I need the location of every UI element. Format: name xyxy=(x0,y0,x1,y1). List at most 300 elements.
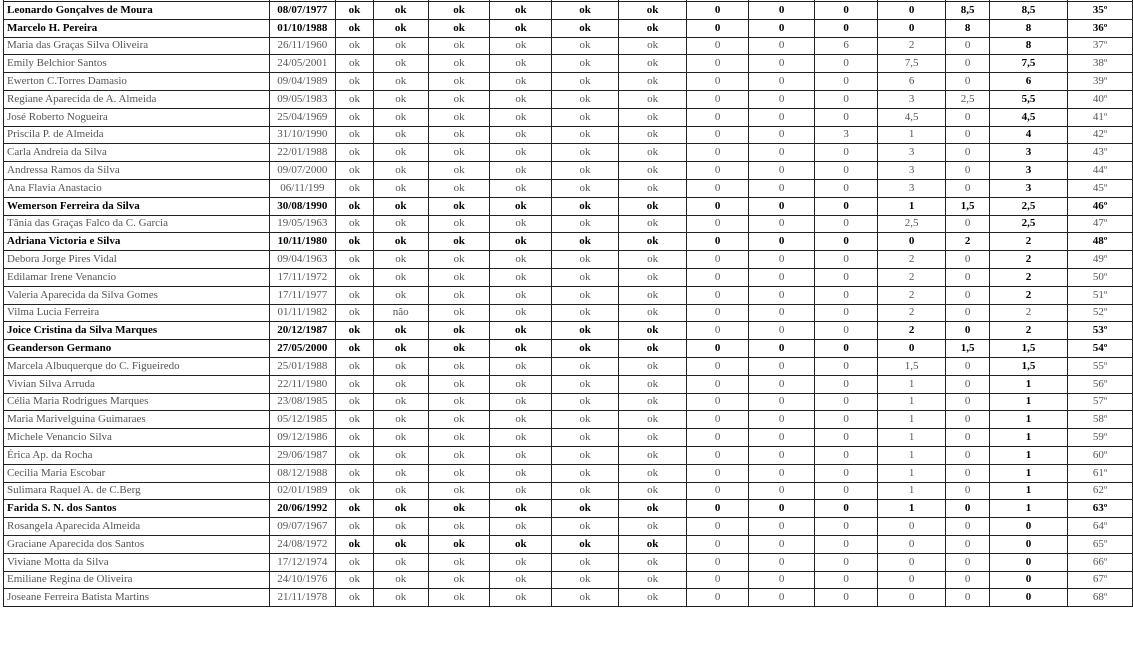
cell-check: ok xyxy=(336,215,373,233)
cell-check: ok xyxy=(490,464,552,482)
cell-total: 1 xyxy=(989,375,1067,393)
cell-check: ok xyxy=(373,268,428,286)
ranking-table-body xyxy=(4,0,1133,607)
cell-check: ok xyxy=(490,2,552,20)
cell-score: 0 xyxy=(748,553,814,571)
table-row xyxy=(4,2,1133,20)
cell-check: ok xyxy=(552,322,619,340)
cell-check: ok xyxy=(336,37,373,55)
cell-score: 8 xyxy=(946,19,989,37)
cell-total: 2 xyxy=(989,304,1067,322)
cell-check: ok xyxy=(428,589,490,607)
cell-score: 0 xyxy=(815,73,878,91)
cell-score: 0 xyxy=(687,464,749,482)
table-row xyxy=(4,268,1133,286)
cell-name: Leonardo Gonçalves de Moura xyxy=(4,2,270,20)
table-row xyxy=(4,37,1133,55)
cell-name: Joice Cristina da Silva Marques xyxy=(4,322,270,340)
cell-score: 0 xyxy=(687,2,749,20)
cell-total: 4 xyxy=(989,126,1067,144)
cell-score: 0 xyxy=(748,411,814,429)
cell-position: 61º xyxy=(1068,464,1133,482)
cell-name: Ewerton C.Torres Damasio xyxy=(4,73,270,91)
cell-score: 0 xyxy=(748,357,814,375)
cell-position: 55º xyxy=(1068,357,1133,375)
cell-score: 0 xyxy=(687,375,749,393)
cell-birth-date: 19/05/1963 xyxy=(269,215,336,233)
cell-score: 0 xyxy=(687,162,749,180)
table-row xyxy=(4,286,1133,304)
cell-score: 0 xyxy=(946,464,989,482)
cell-score: 0 xyxy=(687,393,749,411)
cell-total: 8,5 xyxy=(989,2,1067,20)
cell-birth-date: 08/07/1977 xyxy=(269,2,336,20)
cell-score: 0 xyxy=(687,535,749,553)
cell-score: 0 xyxy=(748,340,814,358)
cell-check: ok xyxy=(336,322,373,340)
cell-position: 57º xyxy=(1068,393,1133,411)
cell-check: ok xyxy=(373,55,428,73)
cell-birth-date: 09/04/1989 xyxy=(269,73,336,91)
cell-score: 0 xyxy=(946,144,989,162)
cell-score: 0 xyxy=(815,286,878,304)
table-row xyxy=(4,500,1133,518)
cell-check: ok xyxy=(618,518,687,536)
cell-check: ok xyxy=(618,446,687,464)
cell-check: ok xyxy=(490,55,552,73)
cell-check: ok xyxy=(373,518,428,536)
cell-check: ok xyxy=(490,197,552,215)
cell-score: 0 xyxy=(815,375,878,393)
cell-position: 68º xyxy=(1068,589,1133,607)
cell-score: 0 xyxy=(877,571,946,589)
cell-score: 0 xyxy=(748,393,814,411)
cell-score: 1 xyxy=(877,482,946,500)
cell-birth-date: 17/12/1974 xyxy=(269,553,336,571)
cell-total: 2 xyxy=(989,233,1067,251)
cell-total: 1 xyxy=(989,482,1067,500)
cell-check: ok xyxy=(428,19,490,37)
cell-score: 0 xyxy=(815,251,878,269)
table-row xyxy=(4,90,1133,108)
cell-score: 0 xyxy=(946,553,989,571)
cell-total: 1 xyxy=(989,446,1067,464)
cell-check: ok xyxy=(490,357,552,375)
cell-score: 0 xyxy=(946,518,989,536)
table-row xyxy=(4,553,1133,571)
cell-score: 0 xyxy=(687,144,749,162)
cell-check: ok xyxy=(618,268,687,286)
cell-check: ok xyxy=(552,304,619,322)
cell-check: ok xyxy=(552,215,619,233)
cell-total: 1,5 xyxy=(989,357,1067,375)
cell-position: 62º xyxy=(1068,482,1133,500)
cell-score: 0 xyxy=(946,286,989,304)
cell-name: Regiane Aparecida de A. Almeida xyxy=(4,90,270,108)
cell-check: ok xyxy=(373,144,428,162)
cell-check: ok xyxy=(618,19,687,37)
table-row xyxy=(4,535,1133,553)
ranking-table xyxy=(3,0,1133,607)
cell-total: 3 xyxy=(989,162,1067,180)
cell-check: ok xyxy=(552,553,619,571)
cell-check: ok xyxy=(336,126,373,144)
cell-name: Graciane Aparecida dos Santos xyxy=(4,535,270,553)
cell-total: 1,5 xyxy=(989,340,1067,358)
cell-position: 67º xyxy=(1068,571,1133,589)
cell-check: ok xyxy=(428,482,490,500)
table-row xyxy=(4,482,1133,500)
cell-score: 0 xyxy=(748,215,814,233)
cell-check: ok xyxy=(373,375,428,393)
cell-score: 2 xyxy=(877,37,946,55)
cell-check: ok xyxy=(428,393,490,411)
table-row xyxy=(4,19,1133,37)
cell-check: ok xyxy=(428,553,490,571)
cell-name: Wemerson Ferreira da Silva xyxy=(4,197,270,215)
cell-name: Cecilia Maria Escobar xyxy=(4,464,270,482)
cell-check: ok xyxy=(428,55,490,73)
cell-total: 2 xyxy=(989,268,1067,286)
table-row xyxy=(4,446,1133,464)
cell-check: ok xyxy=(336,340,373,358)
cell-position: 39º xyxy=(1068,73,1133,91)
cell-score: 3 xyxy=(877,144,946,162)
cell-score: 0 xyxy=(748,233,814,251)
cell-birth-date: 22/11/1980 xyxy=(269,375,336,393)
cell-score: 0 xyxy=(687,286,749,304)
cell-birth-date: 20/12/1987 xyxy=(269,322,336,340)
cell-check: ok xyxy=(552,535,619,553)
cell-check: ok xyxy=(336,162,373,180)
table-row xyxy=(4,340,1133,358)
cell-score: 0 xyxy=(687,268,749,286)
cell-score: 2 xyxy=(877,286,946,304)
cell-score: 6 xyxy=(877,73,946,91)
cell-score: 0 xyxy=(748,268,814,286)
cell-name: Marcelo H. Pereira xyxy=(4,19,270,37)
cell-check: ok xyxy=(428,500,490,518)
cell-score: 0 xyxy=(687,500,749,518)
cell-check: ok xyxy=(552,268,619,286)
cell-check: ok xyxy=(552,340,619,358)
cell-name: Vivian Silva Arruda xyxy=(4,375,270,393)
cell-check: ok xyxy=(373,571,428,589)
cell-name: Michele Venancio Silva xyxy=(4,429,270,447)
cell-score: 1,5 xyxy=(877,357,946,375)
cell-position: 48º xyxy=(1068,233,1133,251)
cell-check: ok xyxy=(373,393,428,411)
cell-score: 0 xyxy=(946,162,989,180)
cell-name: José Roberto Nogueira xyxy=(4,108,270,126)
cell-position: 59º xyxy=(1068,429,1133,447)
cell-check: ok xyxy=(336,144,373,162)
cell-birth-date: 24/05/2001 xyxy=(269,55,336,73)
cell-total: 4,5 xyxy=(989,108,1067,126)
cell-check: ok xyxy=(552,446,619,464)
cell-birth-date: 09/07/1967 xyxy=(269,518,336,536)
cell-birth-date: 17/11/1972 xyxy=(269,268,336,286)
cell-birth-date: 09/07/2000 xyxy=(269,162,336,180)
cell-check: ok xyxy=(336,268,373,286)
cell-check: ok xyxy=(373,482,428,500)
cell-check: ok xyxy=(552,55,619,73)
cell-check: ok xyxy=(490,304,552,322)
cell-position: 58º xyxy=(1068,411,1133,429)
cell-position: 46º xyxy=(1068,197,1133,215)
cell-position: 52º xyxy=(1068,304,1133,322)
cell-score: 0 xyxy=(877,535,946,553)
cell-check: ok xyxy=(618,464,687,482)
cell-check: ok xyxy=(552,144,619,162)
cell-check: ok xyxy=(618,357,687,375)
cell-score: 0 xyxy=(815,482,878,500)
cell-score: 0 xyxy=(946,589,989,607)
cell-score: 0 xyxy=(815,90,878,108)
cell-check: ok xyxy=(373,126,428,144)
cell-birth-date: 09/04/1963 xyxy=(269,251,336,269)
cell-check: ok xyxy=(490,126,552,144)
cell-check: ok xyxy=(373,108,428,126)
cell-birth-date: 27/05/2000 xyxy=(269,340,336,358)
cell-check: ok xyxy=(618,340,687,358)
cell-check: ok xyxy=(373,73,428,91)
cell-check: ok xyxy=(336,553,373,571)
cell-check: ok xyxy=(428,108,490,126)
cell-score: 2 xyxy=(877,251,946,269)
cell-check: ok xyxy=(552,464,619,482)
cell-position: 53º xyxy=(1068,322,1133,340)
cell-check: ok xyxy=(618,304,687,322)
cell-total: 2,5 xyxy=(989,197,1067,215)
cell-check: ok xyxy=(490,535,552,553)
cell-score: 0 xyxy=(815,518,878,536)
cell-check: ok xyxy=(373,500,428,518)
cell-position: 54º xyxy=(1068,340,1133,358)
cell-check: ok xyxy=(618,162,687,180)
cell-score: 0 xyxy=(687,233,749,251)
cell-total: 1 xyxy=(989,393,1067,411)
table-row xyxy=(4,357,1133,375)
cell-score: 3 xyxy=(815,126,878,144)
cell-check: ok xyxy=(428,464,490,482)
cell-score: 0 xyxy=(748,482,814,500)
cell-score: 0 xyxy=(946,108,989,126)
cell-position: 43º xyxy=(1068,144,1133,162)
cell-check: ok xyxy=(618,286,687,304)
cell-score: 0 xyxy=(687,251,749,269)
cell-score: 0 xyxy=(815,215,878,233)
cell-score: 1 xyxy=(877,500,946,518)
cell-score: 0 xyxy=(748,197,814,215)
cell-score: 0 xyxy=(687,90,749,108)
cell-total: 0 xyxy=(989,571,1067,589)
cell-check: ok xyxy=(336,251,373,269)
cell-check: ok xyxy=(336,108,373,126)
cell-total: 0 xyxy=(989,589,1067,607)
cell-check: ok xyxy=(336,55,373,73)
cell-score: 0 xyxy=(687,37,749,55)
cell-check: ok xyxy=(428,535,490,553)
cell-name: Adriana Victoria e Silva xyxy=(4,233,270,251)
cell-check: ok xyxy=(618,2,687,20)
cell-check: ok xyxy=(552,233,619,251)
cell-birth-date: 24/08/1972 xyxy=(269,535,336,553)
cell-check: ok xyxy=(336,518,373,536)
cell-check: ok xyxy=(552,126,619,144)
cell-name: Maria das Graças Silva Oliveira xyxy=(4,37,270,55)
cell-score: 0 xyxy=(748,500,814,518)
cell-score: 0 xyxy=(946,322,989,340)
cell-check: ok xyxy=(373,90,428,108)
cell-name: Tânia das Graças Falco da C. Garcia xyxy=(4,215,270,233)
cell-check: ok xyxy=(552,37,619,55)
cell-check: ok xyxy=(336,500,373,518)
cell-score: 0 xyxy=(748,571,814,589)
cell-total: 1 xyxy=(989,429,1067,447)
cell-name: Andressa Ramos da Silva xyxy=(4,162,270,180)
cell-total: 7,5 xyxy=(989,55,1067,73)
cell-score: 0 xyxy=(748,304,814,322)
cell-check: ok xyxy=(618,108,687,126)
cell-score: 2,5 xyxy=(877,215,946,233)
cell-birth-date: 23/08/1985 xyxy=(269,393,336,411)
cell-score: 0 xyxy=(815,55,878,73)
cell-score: 1 xyxy=(877,411,946,429)
cell-birth-date: 29/06/1987 xyxy=(269,446,336,464)
cell-position: 35º xyxy=(1068,2,1133,20)
cell-score: 0 xyxy=(687,446,749,464)
cell-score: 0 xyxy=(877,2,946,20)
cell-check: ok xyxy=(336,197,373,215)
cell-score: 0 xyxy=(748,464,814,482)
cell-check: ok xyxy=(373,37,428,55)
cell-total: 3 xyxy=(989,179,1067,197)
cell-score: 0 xyxy=(687,553,749,571)
cell-check: ok xyxy=(428,375,490,393)
table-row xyxy=(4,322,1133,340)
table-row xyxy=(4,108,1133,126)
cell-check: ok xyxy=(618,197,687,215)
cell-check: ok xyxy=(552,73,619,91)
cell-check: ok xyxy=(490,482,552,500)
cell-score: 0 xyxy=(748,144,814,162)
cell-total: 1 xyxy=(989,500,1067,518)
cell-check: ok xyxy=(428,429,490,447)
cell-position: 37º xyxy=(1068,37,1133,55)
cell-score: 0 xyxy=(877,553,946,571)
cell-check: ok xyxy=(490,144,552,162)
cell-score: 0 xyxy=(815,535,878,553)
cell-score: 0 xyxy=(946,375,989,393)
cell-score: 0 xyxy=(877,589,946,607)
cell-check: ok xyxy=(336,464,373,482)
cell-score: 0 xyxy=(815,429,878,447)
cell-check: ok xyxy=(373,411,428,429)
cell-score: 0 xyxy=(687,126,749,144)
cell-check: ok xyxy=(490,411,552,429)
cell-check: ok xyxy=(490,90,552,108)
cell-check: ok xyxy=(373,179,428,197)
cell-check: ok xyxy=(428,197,490,215)
cell-check: ok xyxy=(552,589,619,607)
cell-birth-date: 01/10/1988 xyxy=(269,19,336,37)
cell-position: 60º xyxy=(1068,446,1133,464)
cell-check: ok xyxy=(428,357,490,375)
cell-total: 1 xyxy=(989,411,1067,429)
cell-check: ok xyxy=(552,108,619,126)
cell-name: Emily Belchior Santos xyxy=(4,55,270,73)
cell-score: 0 xyxy=(946,268,989,286)
cell-score: 0 xyxy=(815,233,878,251)
cell-check: não xyxy=(373,304,428,322)
cell-score: 0 xyxy=(687,482,749,500)
cell-birth-date: 24/10/1976 xyxy=(269,571,336,589)
cell-check: ok xyxy=(373,464,428,482)
cell-check: ok xyxy=(552,375,619,393)
table-row xyxy=(4,304,1133,322)
cell-check: ok xyxy=(428,37,490,55)
cell-check: ok xyxy=(373,215,428,233)
cell-position: 42º xyxy=(1068,126,1133,144)
cell-name: Priscila P. de Almeida xyxy=(4,126,270,144)
cell-score: 0 xyxy=(946,251,989,269)
cell-score: 3 xyxy=(877,162,946,180)
cell-score: 1,5 xyxy=(946,340,989,358)
cell-check: ok xyxy=(373,2,428,20)
cell-score: 0 xyxy=(815,2,878,20)
cell-score: 0 xyxy=(748,446,814,464)
cell-position: 65º xyxy=(1068,535,1133,553)
table-row xyxy=(4,251,1133,269)
cell-score: 0 xyxy=(815,340,878,358)
cell-score: 0 xyxy=(946,571,989,589)
cell-score: 0 xyxy=(748,73,814,91)
cell-check: ok xyxy=(618,482,687,500)
cell-score: 3 xyxy=(877,90,946,108)
cell-score: 0 xyxy=(687,571,749,589)
cell-birth-date: 09/12/1986 xyxy=(269,429,336,447)
cell-birth-date: 25/04/1969 xyxy=(269,108,336,126)
cell-score: 0 xyxy=(748,589,814,607)
cell-check: ok xyxy=(428,215,490,233)
cell-check: ok xyxy=(552,357,619,375)
cell-score: 0 xyxy=(687,215,749,233)
cell-check: ok xyxy=(490,286,552,304)
cell-total: 5,5 xyxy=(989,90,1067,108)
cell-check: ok xyxy=(373,553,428,571)
table-row xyxy=(4,126,1133,144)
cell-check: ok xyxy=(428,571,490,589)
cell-check: ok xyxy=(490,393,552,411)
cell-check: ok xyxy=(618,535,687,553)
cell-name: Debora Jorge Pires Vidal xyxy=(4,251,270,269)
cell-position: 49º xyxy=(1068,251,1133,269)
cell-check: ok xyxy=(336,179,373,197)
cell-score: 0 xyxy=(877,518,946,536)
cell-birth-date: 22/01/1988 xyxy=(269,144,336,162)
cell-score: 0 xyxy=(946,55,989,73)
cell-position: 66º xyxy=(1068,553,1133,571)
cell-check: ok xyxy=(373,589,428,607)
cell-check: ok xyxy=(552,162,619,180)
cell-score: 0 xyxy=(815,500,878,518)
cell-score: 0 xyxy=(748,108,814,126)
cell-score: 0 xyxy=(748,518,814,536)
cell-position: 40º xyxy=(1068,90,1133,108)
cell-score: 0 xyxy=(687,589,749,607)
cell-score: 0 xyxy=(687,411,749,429)
